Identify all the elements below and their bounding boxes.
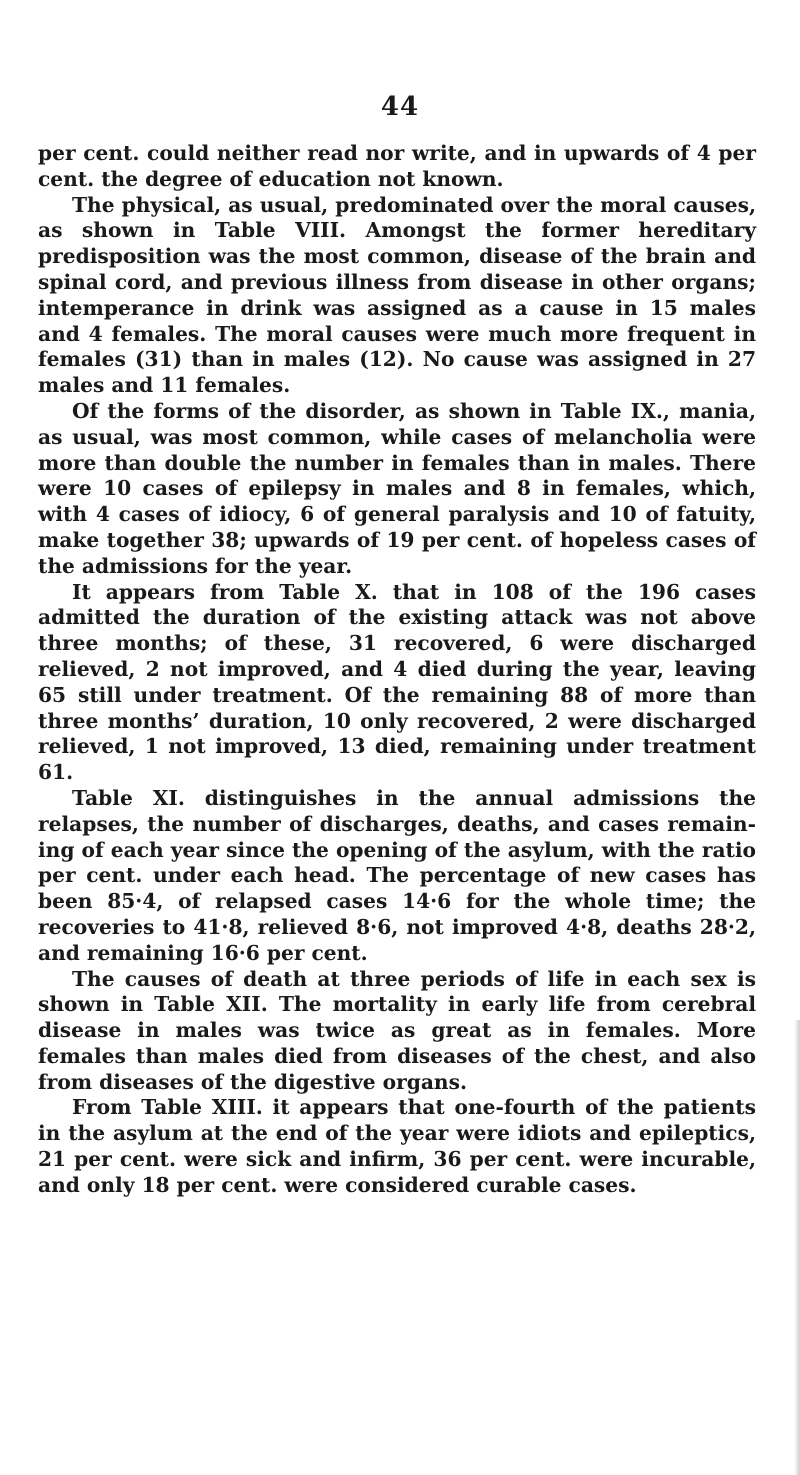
body-text bbox=[38, 141, 756, 1199]
paragraph-causes: The physical, as usual, predominated over the moral causes, as shown in Table VIII. Amongst the former hereditary predisposition was the most common, disease of the brain and spinal cord, and previous illness from disease in other organs; intemperance in drink was assigned as a cause in 15 males and 4 females. The moral causes were much more frequent in females (31) than in males (12). No cause was assigned in 27 males and 11 females. bbox=[38, 192, 756, 398]
page-number: 44 bbox=[380, 92, 420, 122]
paragraph-forms-of-disorder: Of the forms of the disorder, as shown in Table IX., mania, as usual, was most common, while cases of melancholia were more than double the number in females than in males. There were 10 cases of epilepsy in males and 8 in females, which, with 4 cases of idiocy, 6 of general paralysis and 10 of fatuity, make together 38; upwards of 19 per cent. of hopeless cases of the admissions for the year. bbox=[38, 398, 756, 578]
paragraph-causes-of-death: The causes of death at three periods of life in each sex is shown in Table XII. The mortality in early life from cerebral disease in males was twice as great as in females. More females than males died from diseases of the chest, and also from diseases of the digestive organs. bbox=[38, 966, 756, 1094]
paragraph-patients-at-year-end: From Table XIII. it appears that one-fourth of the patients in the asylum at the end of the year were idiots and epileptics, 21 per cent. were sick and infirm, 36 per cent. were incurable, and only 18 per cent. were considered curable cases. bbox=[38, 1095, 756, 1197]
paragraph-annual-admissions: Table XI. distinguishes in the annual admissions the relapses, the number of discharges, deaths, and cases remain- ing of each year since the opening of the asylum, with the ratio per cent. under each head. The percentage of new cases has been 85·4, of relapsed cases 14·6 for the whole time; the recoveries to 41·8, relieved 8·6, not improved 4·8, deaths 28·2, and remaining 16·6 per cent. bbox=[38, 785, 756, 965]
paragraph-education: per cent. could neither read nor write, and in upwards of 4 per cent. the degree of education not known. bbox=[38, 141, 756, 191]
page-edge-shadow bbox=[794, 1020, 800, 1475]
paragraph-duration-of-attack: It appears from Table X. that in 108 of the 196 cases admitted the duration of the existing attack was not above three months; of these, 31 recovered, 6 were discharged relieved, 2 not improved, and 4 died during the year, leaving 65 still under treatment. Of the remaining 88 of more than three months’ duration, 10 only recovered, 2 were discharged relieved, 1 not improved, 13 died, remaining under treatment 61. bbox=[38, 579, 756, 785]
